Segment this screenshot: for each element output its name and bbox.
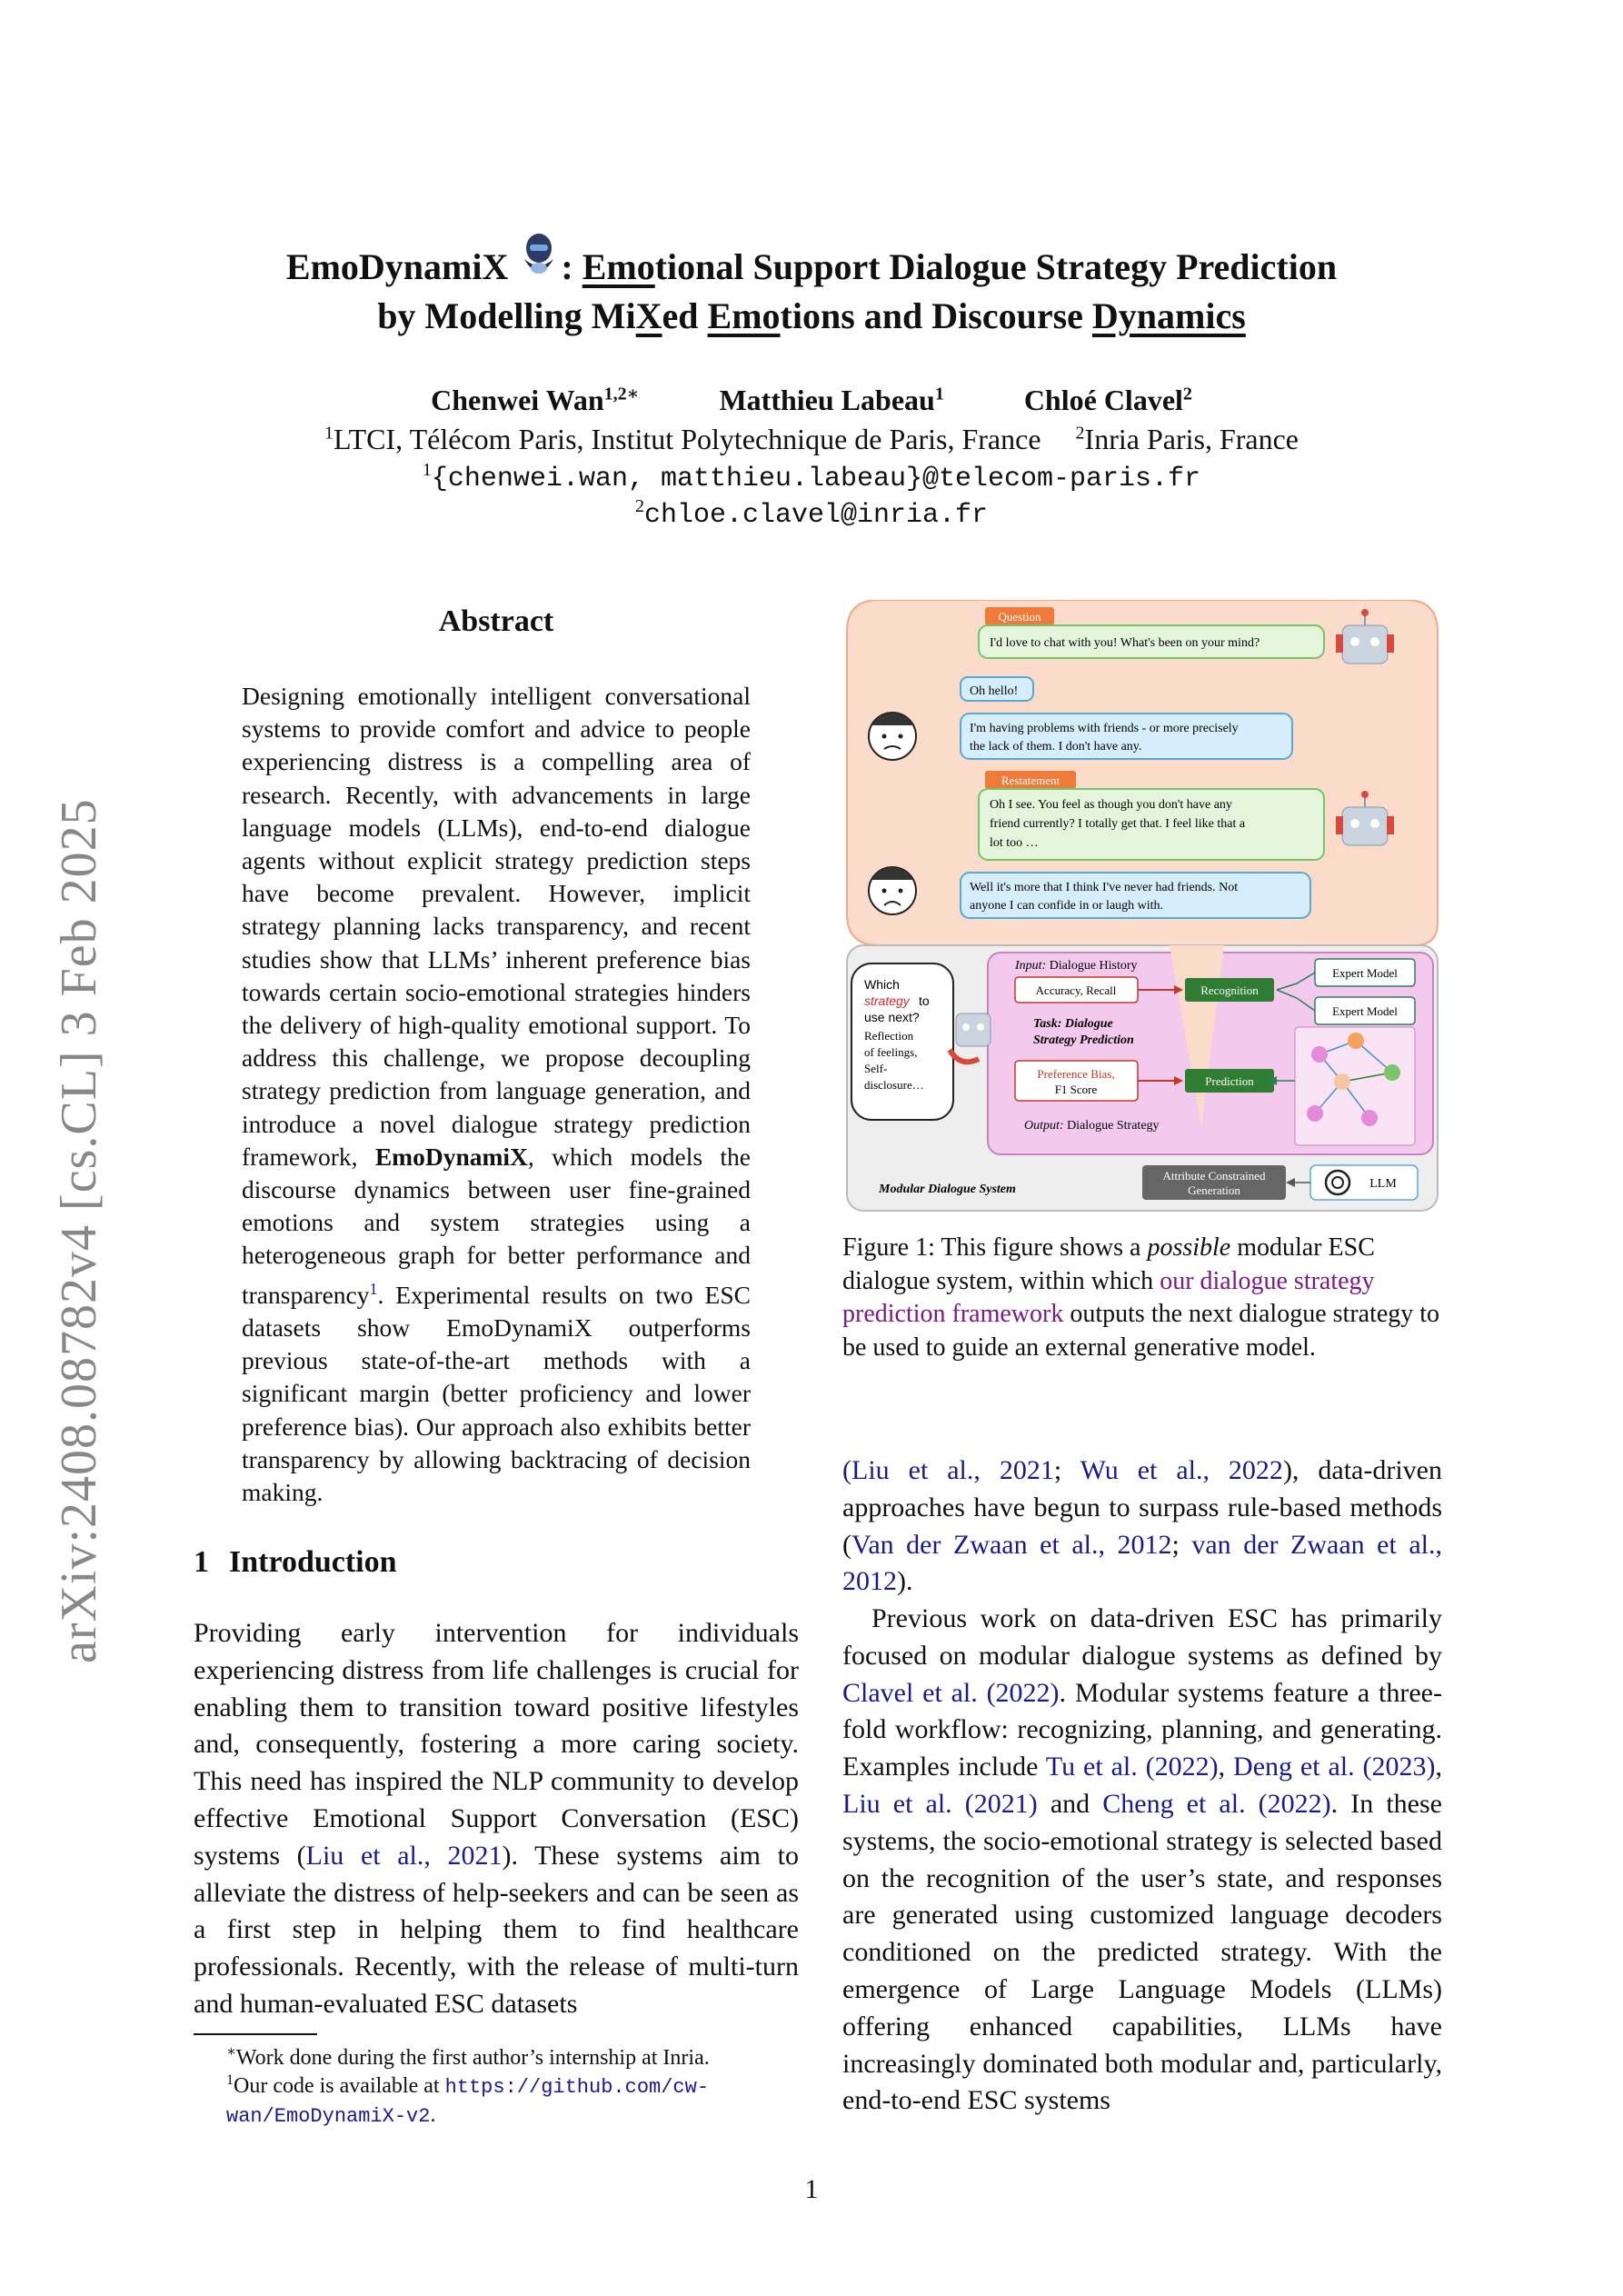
footnote-ref-1[interactable]: 1: [369, 1279, 378, 1298]
svg-text:Generation: Generation: [1188, 1183, 1240, 1197]
citation-link[interactable]: van der Zwaan et al., 2012: [842, 1529, 1442, 1597]
footnote-2: $^1$Our code is available at https://github.com/cw-wan/EmoDynamiX-v2.: [226, 2072, 710, 2128]
svg-text:I'd love to chat with you! Wha: I'd love to chat with you! What's been on your mind?: [990, 636, 1260, 650]
heterogeneous-graph: [1295, 1027, 1415, 1145]
page-number: 1: [804, 2174, 819, 2204]
email-line-2: $^2$chloe.clavel@inria.fr: [634, 496, 989, 531]
citation-link[interactable]: Liu et al., 2021: [305, 1840, 503, 1871]
svg-text:Which: Which: [864, 977, 900, 992]
svg-text:strategy: strategy: [864, 993, 910, 1008]
citation-link[interactable]: Van der Zwaan et al., 2012: [851, 1529, 1172, 1560]
mascot-icon: [519, 232, 559, 294]
citation-link[interactable]: Cheng et al. (2022): [1102, 1788, 1331, 1819]
section-heading-introduction: 1 Introduction: [194, 1545, 397, 1579]
email-line-1: $^1${chenwei.wan, matthieu.labeau}@telecom-paris.fr: [422, 460, 1201, 494]
right-paragraph-2: Previous work on data-driven ESC has primarily focused on modular dialogue systems as defined by Clavel et al. (2022). Modular systems feature a three-fold workflow: recognizing, planning, and generating. Examples include Tu et al. (2022), Deng et al. (2023), Liu et al. (2021) and Cheng et al. (2022). In these systems, the socio-emotional strategy is selected based on the recognition of the user’s state, and responses are generated using customized language decoders conditioned on the predicted strategy. With the emergence of Large Language Models (LLMs) offering enhanced capabilities, LLMs have increasingly dominated both modular and, particularly, end-to-end ESC systems: [842, 1603, 1443, 2116]
svg-text:Strategy Prediction: Strategy Prediction: [1033, 1033, 1134, 1047]
svg-text:Restatement: Restatement: [1001, 774, 1060, 787]
svg-text:Reflection: Reflection: [864, 1029, 914, 1043]
citation-link[interactable]: Tu et al. (2022): [1045, 1752, 1219, 1782]
user-face-icon: [869, 713, 916, 760]
svg-text:Well it's more that I think I': Well it's more that I think I've never had friends. Not: [970, 881, 1239, 894]
arxiv-side-label: arXiv:2408.08782v4 [cs.CL] 3 Feb 2025: [51, 798, 107, 1663]
svg-text:I'm having problems with frien: I'm having problems with friends - or more precisely: [970, 722, 1239, 735]
svg-text:Attribute Constrained: Attribute Constrained: [1162, 1169, 1266, 1183]
svg-text:LLM: LLM: [1369, 1177, 1397, 1191]
svg-text:Question: Question: [998, 610, 1041, 624]
figure-1: [842, 600, 1442, 1218]
svg-text:Expert Model: Expert Model: [1332, 1004, 1398, 1018]
svg-text:the lack of them. I don't have: the lack of them. I don't have any.: [970, 740, 1142, 754]
svg-text:Oh I see. You feel as though y: Oh I see. You feel as though you don't have any: [990, 798, 1232, 812]
svg-text:friend currently? I totally ge: friend currently? I totally get that. I feel like that a: [990, 817, 1246, 831]
framework-link[interactable]: our dialogue strategy prediction framework: [842, 1266, 1375, 1329]
svg-text:anyone I can confide in or lau: anyone I can confide in or laugh with.: [970, 899, 1164, 913]
affiliations: $^1$LTCI, Télécom Paris, Institut Polytechnique de Paris, France $^2$Inria Paris, France: [324, 423, 1299, 455]
code-url-link[interactable]: https://github.com/cw-wan/EmoDynamiX-v2: [226, 2076, 710, 2128]
citation-link[interactable]: Deng et al. (2023): [1233, 1752, 1436, 1782]
figure-1-caption: Figure 1: This figure shows a possible modular ESC dialogue system, within which our dialogue strategy prediction framework outputs the next dialogue strategy to be used to guide an external generative model.: [842, 1233, 1440, 1362]
citation-link[interactable]: Liu et al. (2021): [842, 1788, 1038, 1819]
abstract-body: Designing emotionally intelligent conversational systems to provide comfort and advice to people experiencing distress is a compelling area of research. Recently, with advancements in large language models (LLMs), end-to-end dialogue agents without explicit strategy prediction steps have become prevalent. However, implicit strategy planning lacks transparency, and recent studies show that LLMs’ inherent preference bias towards certain socio-emotional strategies hinders the delivery of high-quality emotional support. To address this challenge, we propose decoupling strategy prediction from language generation, and introduce a novel dialogue strategy prediction framework, EmoDynamiX, which models the discourse dynamics between user fine-grained emotions and system strategies using a heterogeneous graph for better performance and transparency$^1$. Experimental results on two ESC datasets show EmoDynamiX outperforms previous state-of-the-art methods with a significant margin (better proficiency and lower preference bias). Our approach also exhibits better transparency by allowing backtracing of decision making.: [242, 682, 751, 1507]
svg-text:Recognition: Recognition: [1200, 983, 1259, 997]
citation-link[interactable]: Clavel et al. (2022): [842, 1677, 1060, 1708]
svg-text:disclosure…: disclosure…: [864, 1078, 924, 1092]
svg-text:Oh hello!: Oh hello!: [970, 684, 1019, 698]
svg-text:use next?: use next?: [864, 1010, 920, 1024]
svg-text:to: to: [919, 993, 930, 1008]
svg-text:lot too …: lot too …: [990, 836, 1039, 850]
svg-text:F1 Score: F1 Score: [1054, 1083, 1098, 1096]
citation-link[interactable]: Wu et al., 2022: [1080, 1455, 1283, 1485]
footnote-rule: [194, 2033, 317, 2035]
svg-text:Prediction: Prediction: [1205, 1074, 1254, 1088]
abstract-heading: Abstract: [438, 604, 554, 638]
citation-link[interactable]: Liu et al., 2021: [851, 1455, 1054, 1485]
right-paragraph-1: (Liu et al., 2021; Wu et al., 2022), data-driven approaches have begun to surpass rule-based methods (Van der Zwaan et al., 2012; van der Zwaan et al., 2012).: [842, 1455, 1442, 1597]
author-3: Chloé Clavel$^2$: [1023, 383, 1192, 416]
intro-paragraph-left: Providing early intervention for individuals experiencing distress from life challenges is crucial for enabling them to transition toward positive lifestyles and, consequently, fostering a more caring society. This need has inspired the NLP community to develop effective Emotional Support Conversation (ESC) systems (Liu et al., 2021). These systems aim to alleviate the distress of help-seekers and can be seen as a first step in helping them to find healthcare professionals. Recently, with the release of multi-turn and human-evaluated ESC datasets: [194, 1618, 799, 2019]
svg-text:Task: Dialogue: Task: Dialogue: [1033, 1017, 1113, 1031]
author-2: Matthieu Labeau$^1$: [719, 383, 944, 416]
user-face-icon: [869, 867, 916, 914]
svg-text:Expert Model: Expert Model: [1332, 966, 1398, 980]
svg-text:of feelings,: of feelings,: [864, 1045, 918, 1059]
svg-text:Accuracy, Recall: Accuracy, Recall: [1035, 983, 1117, 997]
footnote-1: ∗Work done during the first author’s internship at Inria.: [226, 2044, 710, 2070]
author-list: [164, 382, 1459, 417]
author-1: Chenwei Wan$^{1,2∗}$: [431, 383, 640, 416]
svg-text:Input: Dialogue History: Input: Dialogue History: [1015, 959, 1138, 973]
svg-text:Output: Dialogue Strategy: Output: Dialogue Strategy: [1024, 1119, 1160, 1133]
svg-text:Modular Dialogue System: Modular Dialogue System: [879, 1183, 1016, 1196]
svg-text:Preference Bias,: Preference Bias,: [1037, 1067, 1115, 1081]
paper-title: EmoDynamiX : Emotional Support Dialogue Strategy Prediction by Modelling MiXed Emotions and Discourse Dynamics: [164, 232, 1459, 339]
svg-text:Self-: Self-: [864, 1062, 888, 1075]
